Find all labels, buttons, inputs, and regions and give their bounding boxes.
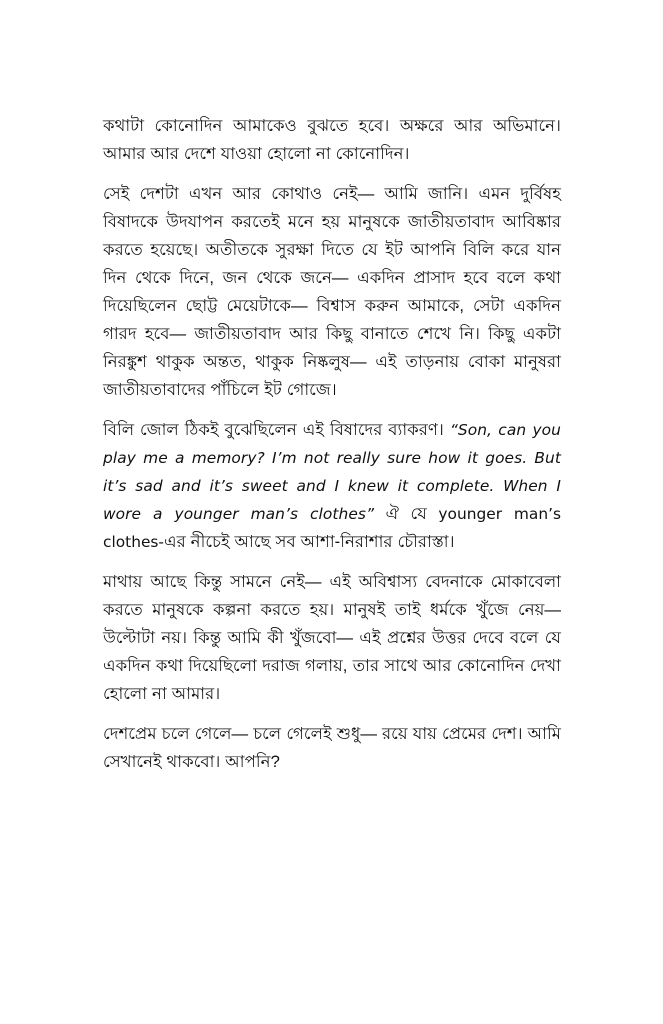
text-run: ঐ যে bbox=[374, 504, 439, 523]
text-run: এর নীচেই আছে সব আশা-নিরাশার চৌরাস্তা। bbox=[163, 532, 455, 551]
text-run: কথাটা কোনোদিন আমাকেও বুঝতে হবে। অক্ষরে আর অভিমানে। আমার আর দেশে যাওয়া হোলো না কোনোদিন। bbox=[103, 116, 561, 163]
text-run: দেশপ্রেম চলে গেলে— চলে গেলেই শুধু— রয়ে যায় প্রেমের দেশ। আমি সেখানেই থাকবো। আপনি? bbox=[103, 724, 561, 771]
text-run: বিলি জোল ঠিকই বুঝেছিলেন এই বিষাদের ব্যাকরণ। bbox=[103, 420, 450, 439]
body-text-column bbox=[103, 112, 561, 776]
paragraph-2 bbox=[103, 180, 561, 404]
text-run: মাথায় আছে কিন্তু সামনে নেই— এই অবিশ্বাস্য বেদনাকে মোকাবেলা করতে মানুষকে কল্পনা করতে হয়। মানুষই তাই ধর্মকে খুঁজে নেয়— উল্টোটা নয়। কিন্তু আমি কী খুঁজবো— এই প্রশ্নের উত্তর দেবে বলে যে একদিন কথা দিয়েছিলো দরাজ গলায়, তার সাথে আর কোনোদিন দেখা হোলো না আমার। bbox=[103, 572, 561, 703]
english-phrase: younger man’s clothes- bbox=[103, 505, 561, 551]
paragraph-5 bbox=[103, 720, 561, 776]
text-run: সেই দেশটা এখন আর কোথাও নেই— আমি জানি। এমন দুর্বিষহ বিষাদকে উদযাপন করতেই মনে হয় মানুষকে জাতীয়তাবাদ আবিষ্কার করতে হয়েছে। অতীতকে সুরক্ষা দিতে যে ইট আপনি বিলি করে যান দিন থেকে দিনে, জন থেকে জনে— একদিন প্রাসাদ হবে বলে কথা দিয়েছিলেন ছোট্ট মেয়েটাকে— বিশ্বাস করুন আমাকে, সেটা একদিন গারদ হবে— জাতীয়তাবাদ আর কিছু বানাতে শেখে নি। কিছু একটা নিরঙ্কুশ থাকুক অন্তত, থাকুক নিষ্কলুষ— এই তাড়নায় বোকা মানুষরা জাতীয়তাবাদের পাঁচিলে ইট গোজে। bbox=[103, 184, 561, 399]
paragraph-4 bbox=[103, 568, 561, 708]
paragraph-1 bbox=[103, 112, 561, 168]
paragraph-3 bbox=[103, 416, 561, 556]
english-quotation: “Son, can you play me a memory? I’m not really sure how it goes. But it’s sad and it’s sweet and I knew it complete. When I wore a younger man’s clothes” bbox=[103, 421, 562, 523]
